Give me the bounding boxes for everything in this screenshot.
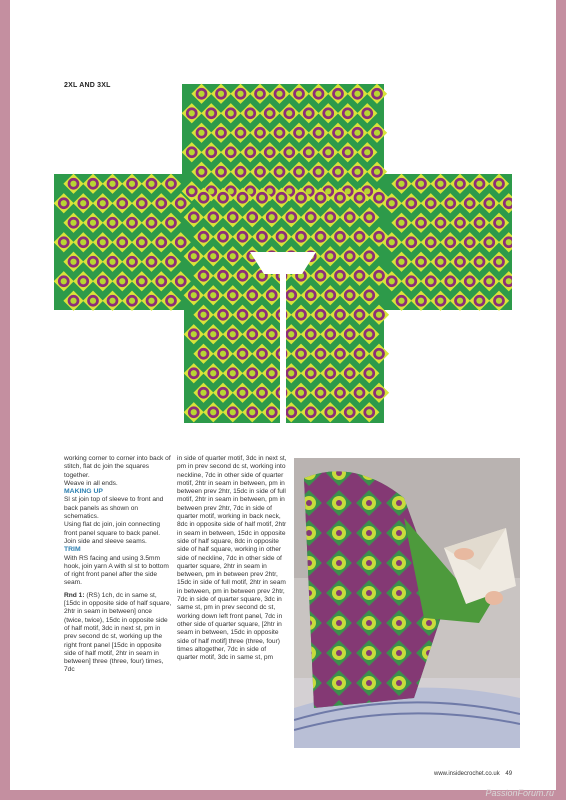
making-up-step-1: Sl st join top of sleeve to front and back panels as shown on schematics. <box>64 496 164 521</box>
making-up-heading: MAKING UP <box>64 488 103 496</box>
round-1-text: (RS) 1ch, dc in same st, [15dc in opposite side of half square, 2htr in seam in between] once (twice, twice), 15dc in opposite side of half motif, 3dc in next st, pm in prev second dc st, working up the right front panel [15dc in opposite side of half motif, 2htr in seam in between] three (three, four) times, 7dc <box>64 591 172 674</box>
round-1-paragraph <box>64 592 172 675</box>
page-number: 49 <box>505 771 513 777</box>
making-up-step-2: Using flat dc join, join connecting front panel square to back panel. Join side and sleeve seams. <box>64 521 161 545</box>
intro-text: working corner to corner into back of stitch, flat dc join the squares together. <box>64 455 171 479</box>
page-footer <box>434 771 512 777</box>
round-1-continued: in side of quarter motif, 3dc in next st, pm in prev second dc st, working into neckline, 7dc in other side of quarter motif, 2htr in seam in between, pm in between prev 2htr, 15dc in side of full motif, 2htr in seam in between, pm in between prev 2htr, 7dc in side of quarter motif, working in back neck, 8dc in opposite side of half motif, 2htr in seam in between, 15dc in opposite side of half square, 8dc in opposite side of half square, working in other side of neckline, 7dc in other side of quarter square, 2htr in seam in between, pm in between prev 2htr, 15dc in side of full motif, 2htr in seam in between, pm in between prev 2htr, 7dc in side of quarter square, 3dc in same st, pm in prev second dc st, working down left front panel, 7dc in other side of quarter square, [2htr in seam in between, 15dc in opposite side of half motif] three (three, four) times altogether, 7dc in side of quarter motif, 3dc in same st, pm <box>177 455 287 662</box>
watermark: PassionForum.ru <box>485 788 554 798</box>
trim-step-1: With RS facing and using 3.5mm hook, join yarn A with sl st to bottom of right front panel after the side seam. <box>64 554 169 587</box>
text-column-1 <box>64 455 172 675</box>
website-url: www.insidecrochet.co.uk <box>434 771 500 777</box>
round-1-label: Rnd 1: <box>64 591 85 599</box>
weave-text: Weave in all ends. <box>64 479 118 487</box>
schematic-diagram <box>54 78 512 424</box>
trim-heading: TRIM <box>64 546 81 554</box>
model-photo <box>294 458 520 748</box>
text-column-2 <box>177 455 287 662</box>
size-heading: 2XL AND 3XL <box>64 82 111 89</box>
